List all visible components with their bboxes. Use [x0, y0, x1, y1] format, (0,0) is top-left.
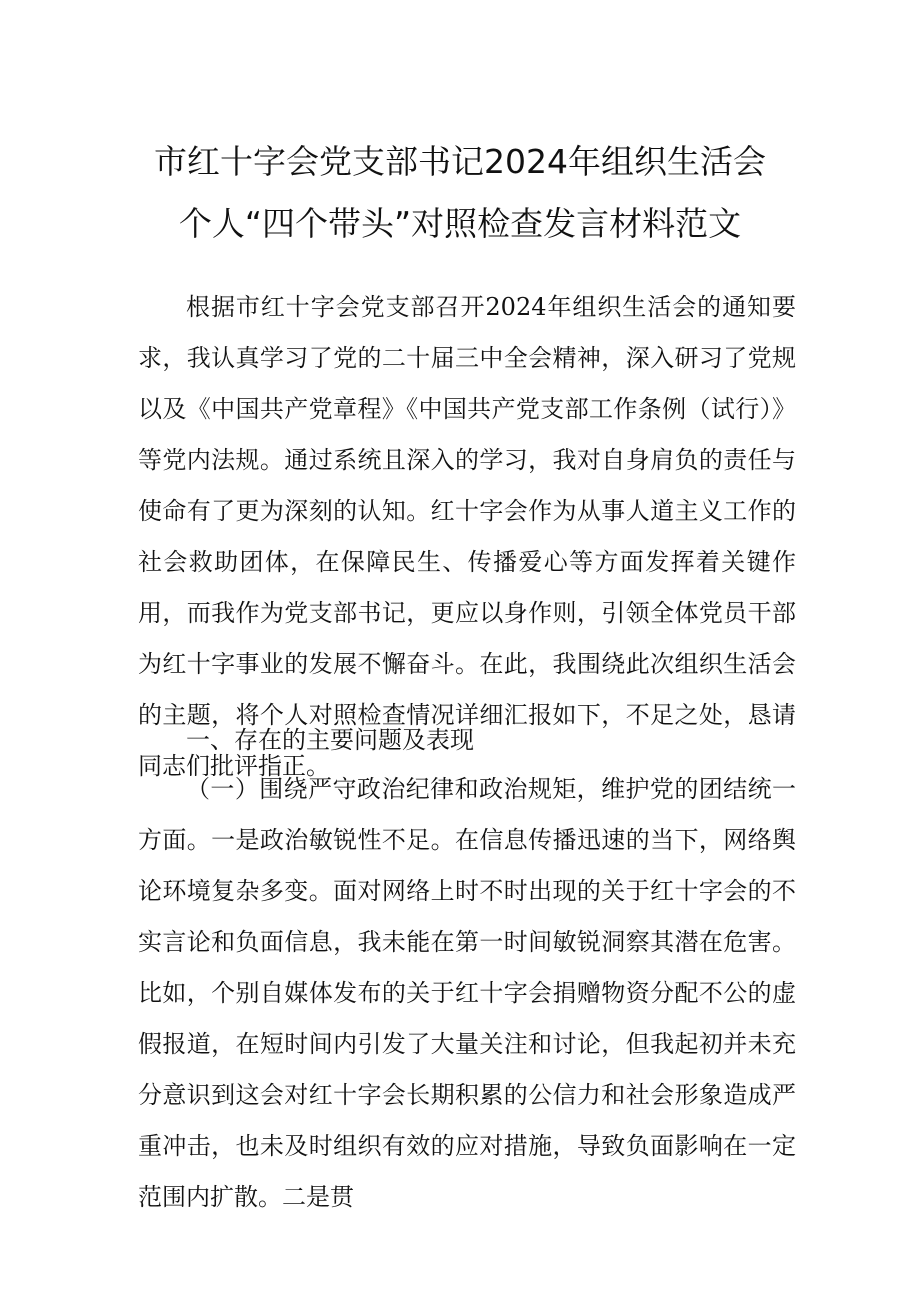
section-1-paragraph: （一）围绕严守政治纪律和政治规矩，维护党的团结统一方面。一是政治敏锐性不足。在信息传播迅速的当下，网络舆论环境复杂多变。面对网络上时不时出现的关于红十字会的不实言论和负面信息，我未能在第一时间敏锐洞察其潜在危害。比如，个别自媒体发布的关于红十字会捐赠物资分配不公的虚假报道，在短时间内引发了大量关注和讨论，但我起初并未充分意识到这会对红十字会长期积累的公信力和社会形象造成严重冲击，也未及时组织有效的应对措施，导致负面影响在一定范围内扩散。二是贯 [138, 775, 796, 1211]
section-heading-1: 一、存在的主要问题及表现 [186, 726, 474, 754]
document-title-line-1: 市红十字会党支部书记2024年组织生活会 [154, 142, 766, 181]
intro-paragraph: 根据市红十字会党支部召开2024年组织生活会的通知要求，我认真学习了党的二十届三中全会精神，深入研习了党规以及《中国共产党章程》《中国共产党支部工作条例（试行）》等党内法规。通过系统且深入的学习，我对自身肩负的责任与使命有了更为深刻的认知。红十字会作为从事人道主义工作的社会救助团体，在保障民生、传播爱心等方面发挥着关键作用，而我作为党支部书记，更应以身作则，引领全体党员干部为红十字事业的发展不懈奋斗。在此，我围绕此次组织生活会的主题，将个人对照检查情况详细汇报如下，不足之处，恳请同志们批评指正。 [138, 293, 796, 780]
document-title-line-2: 个人“四个带头”对照检查发言材料范文 [178, 204, 742, 243]
